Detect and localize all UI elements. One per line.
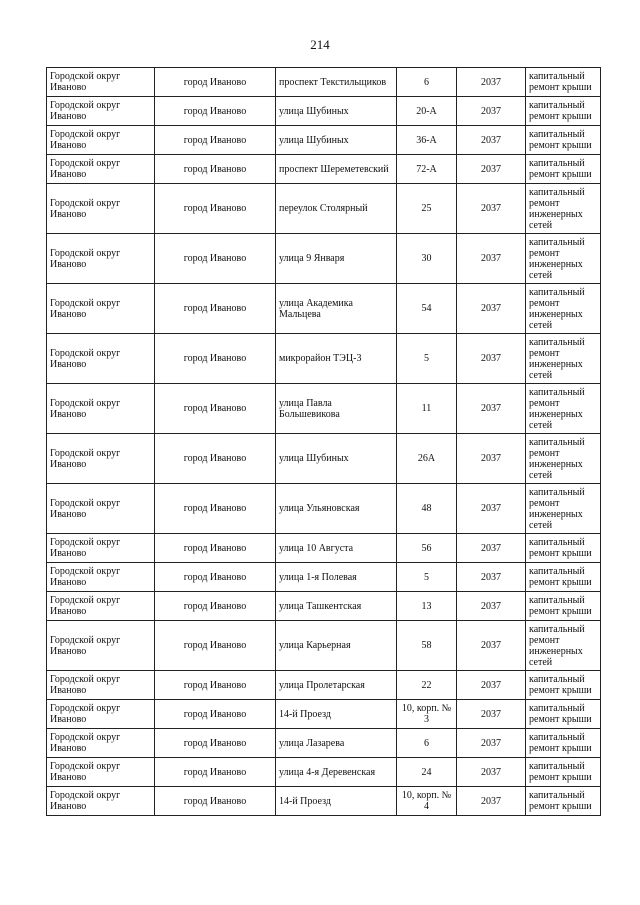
table-row [47, 787, 601, 816]
work-type-cell: капитальный ремонт инженерных сетей [526, 184, 601, 234]
municipality-cell: Городской округ Иваново [47, 97, 155, 126]
municipality-cell: Городской округ Иваново [47, 787, 155, 816]
table-row [47, 671, 601, 700]
year-cell: 2037 [457, 534, 526, 563]
street-cell: улица Ульяновская [276, 484, 397, 534]
work-type-cell: капитальный ремонт крыши [526, 700, 601, 729]
municipality-cell: Городской округ Иваново [47, 671, 155, 700]
street-cell: улица Карьерная [276, 621, 397, 671]
house-number-cell: 11 [397, 384, 457, 434]
house-number-cell: 36-А [397, 126, 457, 155]
settlement-cell: город Иваново [155, 384, 276, 434]
house-number-cell: 72-А [397, 155, 457, 184]
street-cell: улица 4-я Деревенская [276, 758, 397, 787]
municipality-cell: Городской округ Иваново [47, 434, 155, 484]
table-body [47, 68, 601, 816]
municipality-cell: Городской округ Иваново [47, 592, 155, 621]
house-number-cell: 5 [397, 334, 457, 384]
year-cell: 2037 [457, 787, 526, 816]
work-type-cell: капитальный ремонт крыши [526, 155, 601, 184]
street-cell: переулок Столярный [276, 184, 397, 234]
settlement-cell: город Иваново [155, 700, 276, 729]
table-row [47, 284, 601, 334]
work-type-cell: капитальный ремонт инженерных сетей [526, 334, 601, 384]
street-cell: улица 1-я Полевая [276, 563, 397, 592]
work-type-cell: капитальный ремонт крыши [526, 592, 601, 621]
work-type-cell: капитальный ремонт инженерных сетей [526, 621, 601, 671]
settlement-cell: город Иваново [155, 563, 276, 592]
municipality-cell: Городской округ Иваново [47, 155, 155, 184]
work-type-cell: капитальный ремонт инженерных сетей [526, 434, 601, 484]
settlement-cell: город Иваново [155, 97, 276, 126]
year-cell: 2037 [457, 621, 526, 671]
table-row [47, 484, 601, 534]
street-cell: улица Шубиных [276, 97, 397, 126]
work-type-cell: капитальный ремонт инженерных сетей [526, 484, 601, 534]
settlement-cell: город Иваново [155, 184, 276, 234]
settlement-cell: город Иваново [155, 671, 276, 700]
municipality-cell: Городской округ Иваново [47, 484, 155, 534]
house-number-cell: 48 [397, 484, 457, 534]
work-type-cell: капитальный ремонт крыши [526, 126, 601, 155]
street-cell: улица Ташкентская [276, 592, 397, 621]
year-cell: 2037 [457, 384, 526, 434]
year-cell: 2037 [457, 184, 526, 234]
settlement-cell: город Иваново [155, 534, 276, 563]
house-number-cell: 58 [397, 621, 457, 671]
year-cell: 2037 [457, 155, 526, 184]
table-row [47, 334, 601, 384]
settlement-cell: город Иваново [155, 434, 276, 484]
municipality-cell: Городской округ Иваново [47, 68, 155, 97]
settlement-cell: город Иваново [155, 155, 276, 184]
municipality-cell: Городской округ Иваново [47, 758, 155, 787]
year-cell: 2037 [457, 334, 526, 384]
settlement-cell: город Иваново [155, 334, 276, 384]
work-type-cell: капитальный ремонт крыши [526, 97, 601, 126]
work-type-cell: капитальный ремонт крыши [526, 563, 601, 592]
house-number-cell: 54 [397, 284, 457, 334]
settlement-cell: город Иваново [155, 234, 276, 284]
municipality-cell: Городской округ Иваново [47, 126, 155, 155]
year-cell: 2037 [457, 284, 526, 334]
table-row [47, 534, 601, 563]
year-cell: 2037 [457, 434, 526, 484]
year-cell: 2037 [457, 68, 526, 97]
year-cell: 2037 [457, 592, 526, 621]
year-cell: 2037 [457, 97, 526, 126]
house-number-cell: 10, корп. № 3 [397, 700, 457, 729]
table-row [47, 563, 601, 592]
street-cell: улица Лазарева [276, 729, 397, 758]
work-type-cell: капитальный ремонт крыши [526, 671, 601, 700]
year-cell: 2037 [457, 234, 526, 284]
table-row [47, 234, 601, 284]
settlement-cell: город Иваново [155, 621, 276, 671]
municipality-cell: Городской округ Иваново [47, 334, 155, 384]
street-cell: улица 9 Января [276, 234, 397, 284]
table-row [47, 434, 601, 484]
street-cell: 14-й Проезд [276, 787, 397, 816]
year-cell: 2037 [457, 563, 526, 592]
street-cell: улица Шубиных [276, 126, 397, 155]
work-type-cell: капитальный ремонт крыши [526, 729, 601, 758]
table-row [47, 729, 601, 758]
municipality-cell: Городской округ Иваново [47, 234, 155, 284]
settlement-cell: город Иваново [155, 787, 276, 816]
table-row [47, 184, 601, 234]
work-type-cell: капитальный ремонт крыши [526, 68, 601, 97]
street-cell: проспект Шереметевский [276, 155, 397, 184]
year-cell: 2037 [457, 758, 526, 787]
house-number-cell: 26А [397, 434, 457, 484]
house-number-cell: 30 [397, 234, 457, 284]
table-row [47, 97, 601, 126]
street-cell: проспект Текстильщиков [276, 68, 397, 97]
page-number: 214 [310, 37, 330, 52]
house-number-cell: 24 [397, 758, 457, 787]
table-row [47, 700, 601, 729]
year-cell: 2037 [457, 700, 526, 729]
housing-repair-table [46, 67, 601, 816]
house-number-cell: 20-А [397, 97, 457, 126]
work-type-cell: капитальный ремонт инженерных сетей [526, 384, 601, 434]
year-cell: 2037 [457, 484, 526, 534]
work-type-cell: капитальный ремонт инженерных сетей [526, 234, 601, 284]
settlement-cell: город Иваново [155, 592, 276, 621]
house-number-cell: 13 [397, 592, 457, 621]
work-type-cell: капитальный ремонт крыши [526, 758, 601, 787]
house-number-cell: 10, корп. № 4 [397, 787, 457, 816]
table-row [47, 155, 601, 184]
street-cell: улица Пролетарская [276, 671, 397, 700]
municipality-cell: Городской округ Иваново [47, 621, 155, 671]
house-number-cell: 5 [397, 563, 457, 592]
street-cell: улица Павла Большевикова [276, 384, 397, 434]
municipality-cell: Городской округ Иваново [47, 284, 155, 334]
settlement-cell: город Иваново [155, 126, 276, 155]
house-number-cell: 56 [397, 534, 457, 563]
street-cell: улица Академика Мальцева [276, 284, 397, 334]
municipality-cell: Городской округ Иваново [47, 700, 155, 729]
settlement-cell: город Иваново [155, 729, 276, 758]
settlement-cell: город Иваново [155, 484, 276, 534]
settlement-cell: город Иваново [155, 284, 276, 334]
house-number-cell: 25 [397, 184, 457, 234]
work-type-cell: капитальный ремонт крыши [526, 787, 601, 816]
table-row [47, 758, 601, 787]
street-cell: микрорайон ТЭЦ-3 [276, 334, 397, 384]
settlement-cell: город Иваново [155, 68, 276, 97]
street-cell: улица Шубиных [276, 434, 397, 484]
work-type-cell: капитальный ремонт инженерных сетей [526, 284, 601, 334]
house-number-cell: 22 [397, 671, 457, 700]
house-number-cell: 6 [397, 729, 457, 758]
year-cell: 2037 [457, 729, 526, 758]
table-row [47, 126, 601, 155]
municipality-cell: Городской округ Иваново [47, 729, 155, 758]
work-type-cell: капитальный ремонт крыши [526, 534, 601, 563]
municipality-cell: Городской округ Иваново [47, 563, 155, 592]
table-row [47, 592, 601, 621]
municipality-cell: Городской округ Иваново [47, 384, 155, 434]
table-row [47, 68, 601, 97]
table-row [47, 621, 601, 671]
year-cell: 2037 [457, 671, 526, 700]
street-cell: улица 10 Августа [276, 534, 397, 563]
municipality-cell: Городской округ Иваново [47, 534, 155, 563]
municipality-cell: Городской округ Иваново [47, 184, 155, 234]
street-cell: 14-й Проезд [276, 700, 397, 729]
house-number-cell: 6 [397, 68, 457, 97]
year-cell: 2037 [457, 126, 526, 155]
table-row [47, 384, 601, 434]
settlement-cell: город Иваново [155, 758, 276, 787]
